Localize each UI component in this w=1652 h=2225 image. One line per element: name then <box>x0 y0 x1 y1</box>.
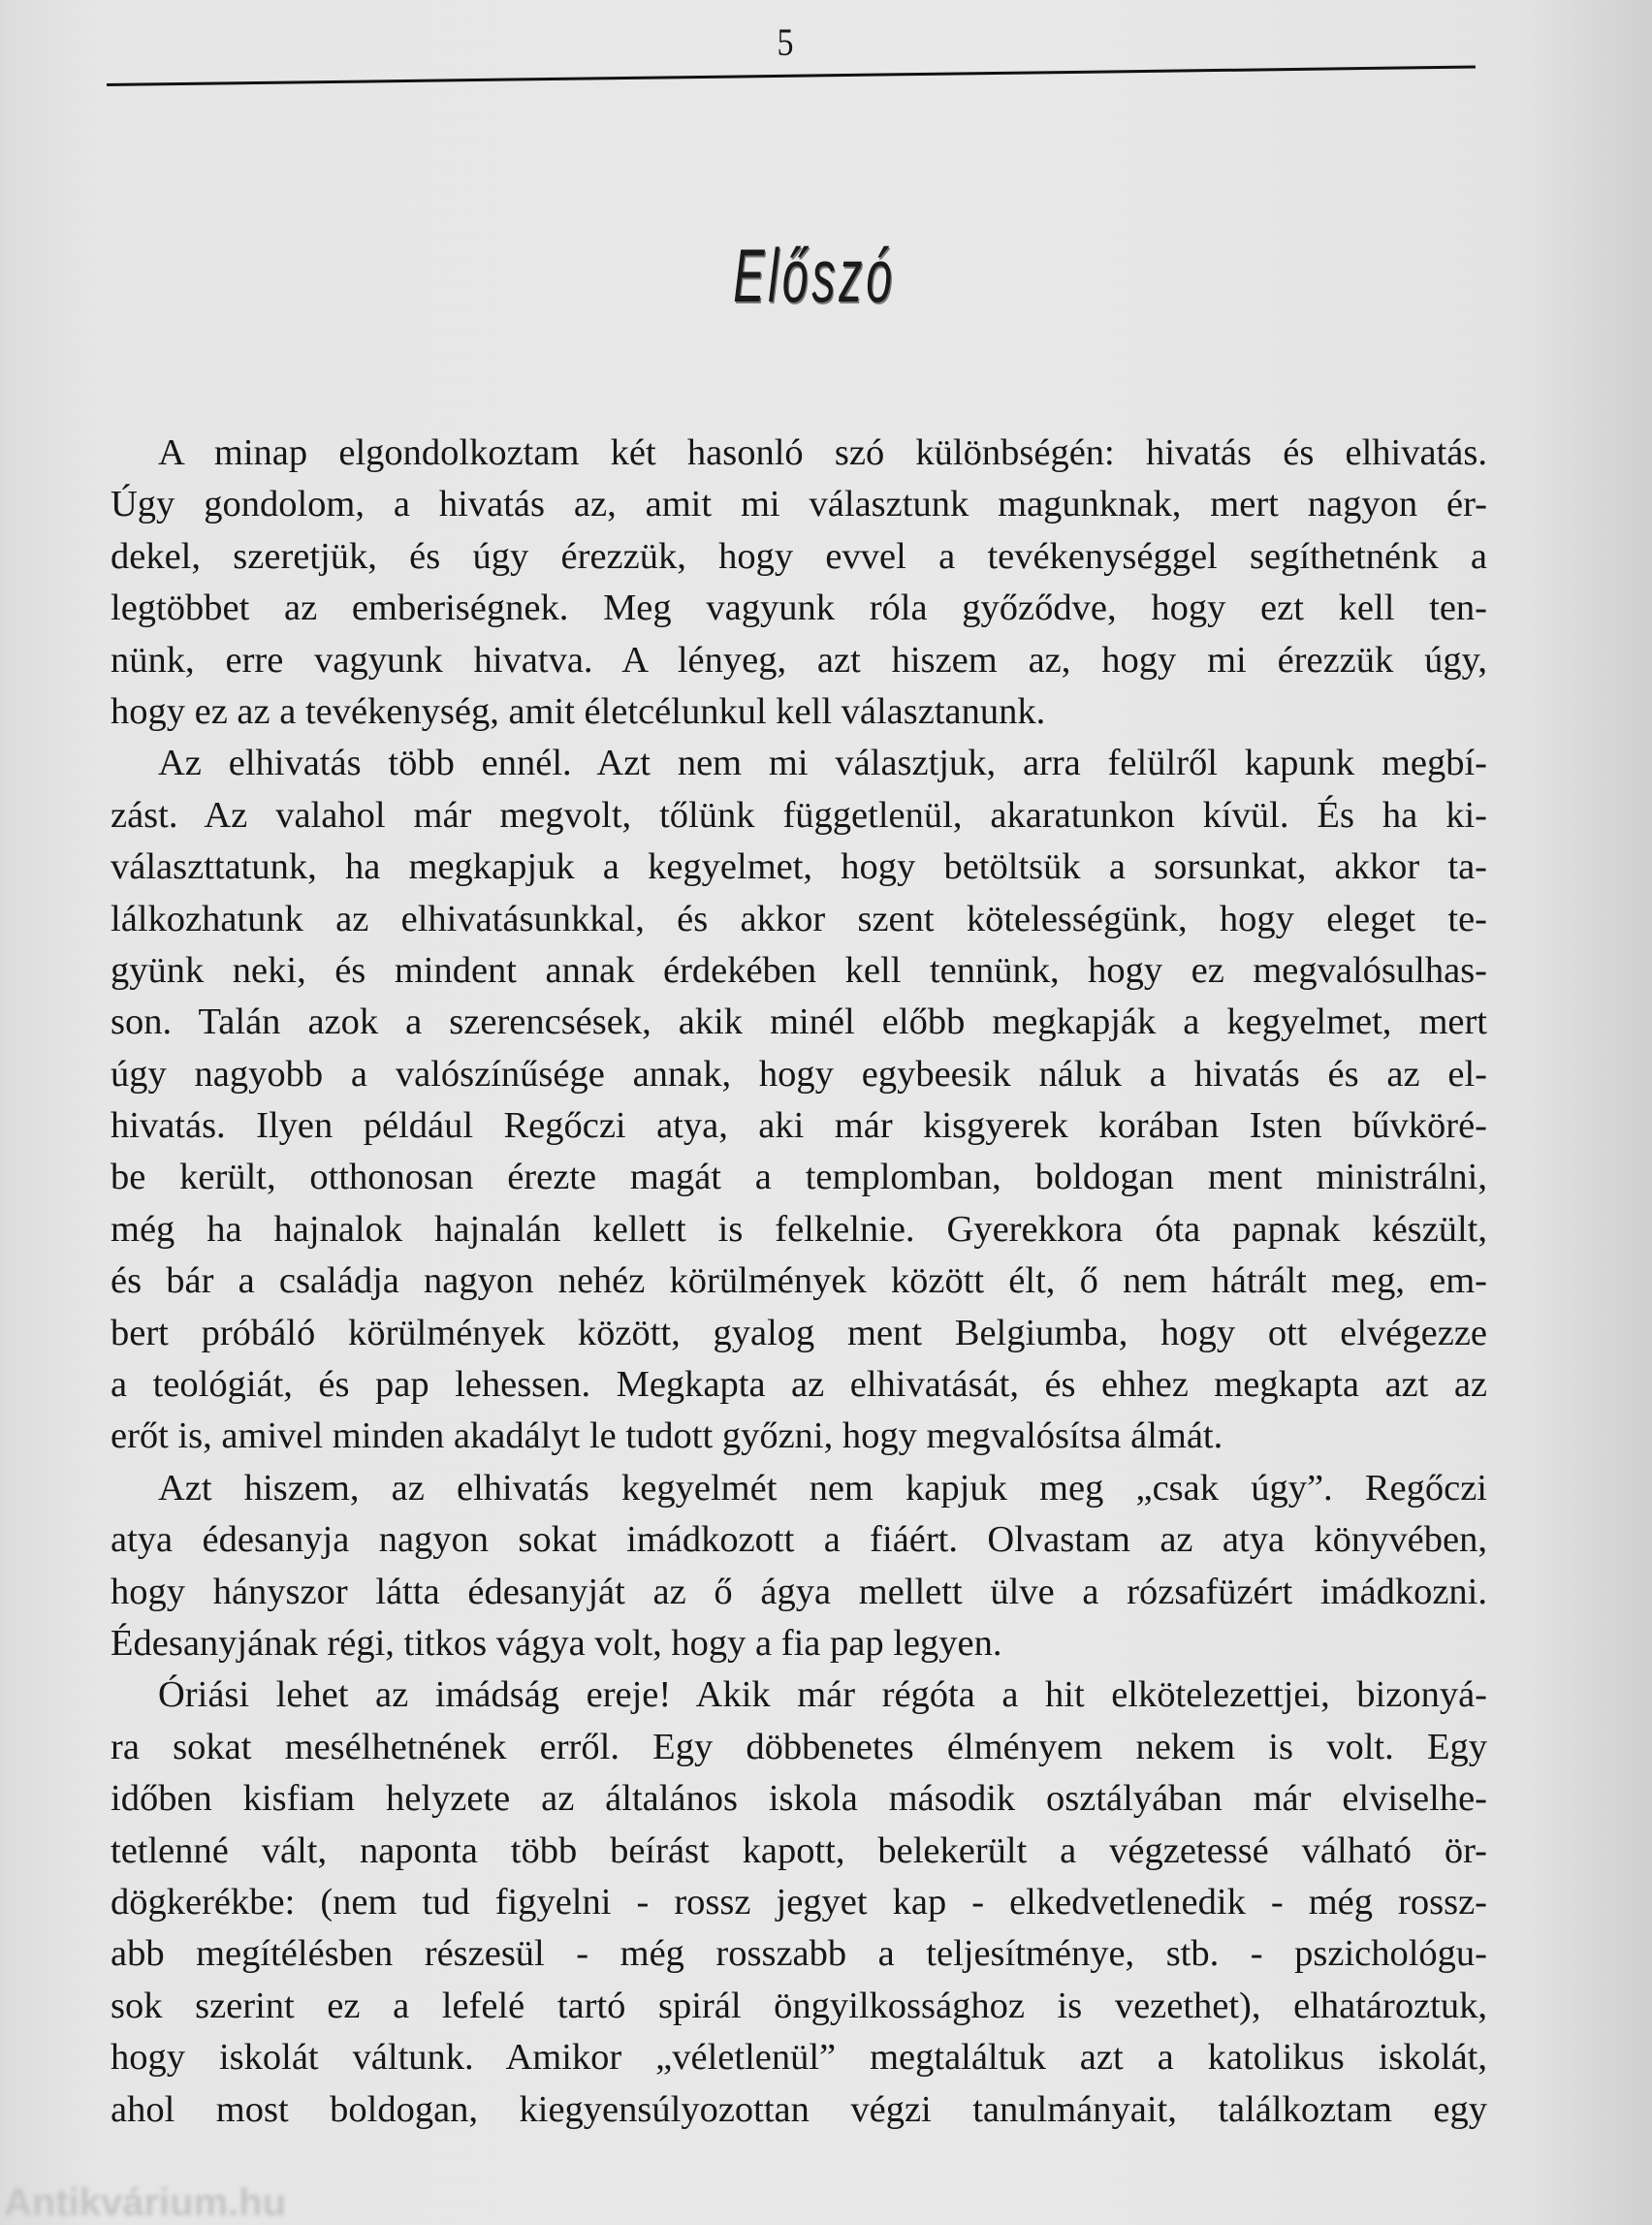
text-line: hivatás. Ilyen például Regőczi atya, aki már kisgyerek korában Isten bűvköré- <box>111 1105 1487 1147</box>
text-line: ra sokat mesélhetnének erről. Egy döbbenetes élményem nekem is volt. Egy <box>111 1726 1487 1767</box>
paragraph <box>111 738 1487 1462</box>
text-line: időben kisfiam helyzete az általános iskola második osztályában már elviselhe- <box>111 1778 1487 1820</box>
text-line: sok szerint ez a lefelé tartó spirál öngyilkossághoz is vezethet), elhatároztuk, <box>111 1985 1487 2026</box>
text-line: erőt is, amivel minden akadályt le tudott győzni, hogy megvalósítsa álmát. <box>111 1415 1223 1457</box>
text-line: Édesanyjának régi, titkos vágya volt, hogy a fia pap legyen. <box>111 1622 1002 1664</box>
text-line: legtöbbet az emberiségnek. Meg vagyunk róla győződve, hogy ezt kell ten- <box>111 588 1487 629</box>
text-line: atya édesanyja nagyon sokat imádkozott a fiáért. Olvastam az atya könyvében, <box>111 1519 1487 1561</box>
text-line: és bár a családja nagyon nehéz körülmények között élt, ő nem hátrált meg, em- <box>111 1260 1487 1302</box>
text-line: tetlenné vált, naponta több beírást kapott, belekerült a végzetessé válható ör- <box>111 1829 1487 1871</box>
text-line: son. Talán azok a szerencsések, akik minél előbb megkapják a kegyelmet, mert <box>111 1001 1487 1043</box>
text-line: zást. Az valahol már megvolt, tőlünk függetlenül, akaratunkon kívül. És ha ki- <box>111 794 1487 836</box>
text-line: bert próbáló körülmények között, gyalog ment Belgiumba, hogy ott elvégezze <box>111 1312 1487 1353</box>
paragraph <box>111 1669 1487 2136</box>
text-line: hogy iskolát váltunk. Amikor „véletlenül” megtaláltuk azt a katolikus iskolát, <box>111 2037 1487 2079</box>
text-line: a teológiát, és pap lehessen. Megkapta az elhivatását, és ehhez megkapta azt az <box>111 1364 1487 1406</box>
text-line: dekel, szeretjük, és úgy érezzük, hogy evvel a tevékenységgel segíthetnénk a <box>111 535 1487 577</box>
text-line: választtatunk, ha megkapjuk a kegyelmet, hogy betöltsük a sorsunkat, akkor ta- <box>111 846 1487 888</box>
text-line: hogy ez az a tevékenység, amit életcélunkul kell választanunk. <box>111 690 1046 732</box>
text-line: A minap elgondolkoztam két hasonló szó különbségén: hivatás és elhivatás. <box>158 432 1487 473</box>
text-line: nünk, erre vagyunk hivatva. A lényeg, azt hiszem az, hogy mi érezzük úgy, <box>111 639 1487 681</box>
text-line: gyünk neki, és mindent annak érdekében kell tennünk, hogy ez megvalósulhas- <box>111 949 1487 991</box>
text-line: Az elhivatás több ennél. Azt nem mi választjuk, arra felülről kapunk megbí- <box>158 743 1487 784</box>
text-line: dögkerékbe: (nem tud figyelni - rossz jegyet kap - elkedvetlenedik - még rossz- <box>111 1881 1487 1923</box>
text-line: úgy nagyobb a valószínűsége annak, hogy egybeesik náluk a hivatás és az el- <box>111 1053 1487 1095</box>
text-line: Azt hiszem, az elhivatás kegyelmét nem kapjuk meg „csak úgy”. Regőczi <box>158 1467 1487 1509</box>
watermark: Antikvárium.hu <box>4 2181 287 2224</box>
page-number: 5 <box>777 20 794 64</box>
text-line: lálkozhatunk az elhivatásunkkal, és akkor szent kötelességünk, hogy eleget te- <box>111 898 1487 939</box>
text-line: be került, otthonosan érezte magát a templomban, boldogan ment ministrálni, <box>111 1157 1487 1198</box>
text-line: hogy hányszor látta édesanyját az ő ágya mellett ülve a rózsafüzért imádkozni. <box>111 1571 1487 1612</box>
text-line: ahol most boldogan, kiegyensúlyozottan végzi tanulmányait, találkoztam egy <box>111 2088 1487 2130</box>
text-line: még ha hajnalok hajnalán kellett is felkelnie. Gyerekkora óta papnak készült, <box>111 1208 1487 1250</box>
text-line: abb megítélésben részesül - még rosszabb a teljesítménye, stb. - pszichológu- <box>111 1933 1487 1975</box>
text-line: Óriási lehet az imádság ereje! Akik már régóta a hit elkötelezettjei, bizonyá- <box>158 1674 1487 1716</box>
header-rule <box>107 66 1476 86</box>
body-text <box>111 428 1487 2136</box>
paragraph <box>111 1463 1487 1670</box>
paragraph <box>111 428 1487 738</box>
chapter-title: Előszó <box>733 233 896 318</box>
text-line: Úgy gondolom, a hivatás az, amit mi választunk magunknak, mert nagyon ér- <box>111 484 1487 525</box>
